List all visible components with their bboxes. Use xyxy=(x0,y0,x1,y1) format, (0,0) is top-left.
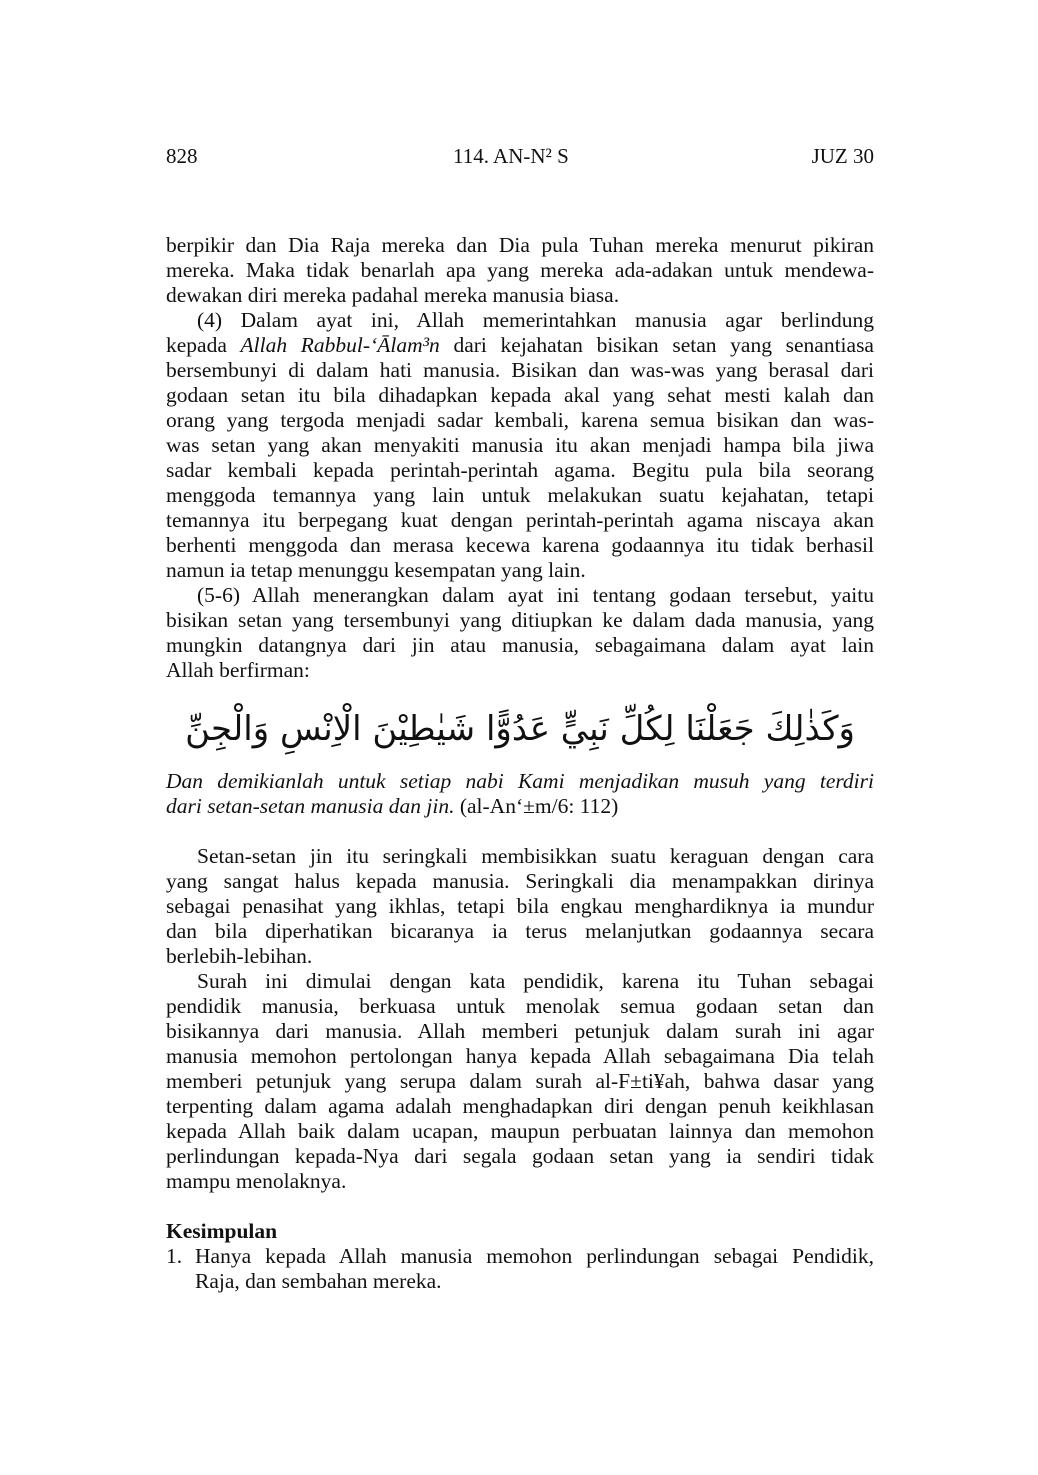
verse-reference: (al-An‘±m/6: 112) xyxy=(454,794,619,818)
page-body xyxy=(166,233,874,1294)
italic-term: Allah Rabbul-‘Ālam³n xyxy=(240,333,440,357)
text-line: temannya itu berpegang kuat dengan perintah-perintah agama niscaya akan xyxy=(166,508,874,532)
paragraph-5 xyxy=(166,969,874,1194)
paragraph-2 xyxy=(166,308,874,583)
text-line xyxy=(166,333,874,358)
page-number: 828 xyxy=(166,144,198,168)
text-line: namun ia tetap menunggu kesempatan yang lain. xyxy=(166,558,586,582)
text-line: was setan yang akan menyakiti manusia itu akan menjadi hampa bila jiwa xyxy=(166,433,874,457)
text-line: perlindungan kepada-Nya dari segala godaan setan yang ia sendiri tidak xyxy=(166,1144,874,1168)
text-line: godaan setan itu bila dihadapkan kepada akal yang sehat mesti kalah dan xyxy=(166,383,874,407)
text-line: manusia memohon pertolongan hanya kepada Allah sebagaimana Dia telah xyxy=(166,1044,874,1068)
text-line: bisikan setan yang tersembunyi yang ditiupkan ke dalam dada manusia, yang xyxy=(166,608,874,632)
verse-translation xyxy=(166,769,874,819)
paragraph-4 xyxy=(166,844,874,969)
text-line: terpenting dalam agama adalah menghadapkan diri dengan penuh keikhlasan xyxy=(166,1094,874,1118)
surah-title: 114. AN-N² S xyxy=(453,144,569,168)
text-span: kepada xyxy=(166,333,241,357)
text-line: bisikannya dari manusia. Allah memberi petunjuk dalam surah ini agar xyxy=(166,1019,874,1043)
text-line: mampu menolaknya. xyxy=(166,1169,347,1193)
text-line: berlebih-lebihan. xyxy=(166,944,313,968)
text-line: sebagai penasihat yang ikhlas, tetapi bila engkau menghardiknya ia mundur xyxy=(166,894,874,918)
text-line: Hanya kepada Allah manusia memohon perlindungan sebagai Pendidik, xyxy=(195,1244,874,1268)
text-line: orang yang tergoda menjadi sadar kembali, karena semua bisikan dan was- xyxy=(166,408,874,432)
translation-line xyxy=(166,794,874,819)
text-line: berhenti menggoda dan merasa kecewa karena godaannya itu tidak berhasil xyxy=(166,533,874,557)
text-line: kepada Allah baik dalam ucapan, maupun perbuatan lainnya dan memohon xyxy=(166,1119,874,1143)
text-line: (4) Dalam ayat ini, Allah memerintahkan manusia agar berlindung xyxy=(197,308,874,332)
text-line: berpikir dan Dia Raja mereka dan Dia pula Tuhan mereka menurut pikiran xyxy=(166,233,874,257)
arabic-verse: وَكَذٰلِكَ جَعَلْنَا لِكُلِّ نَبِيٍّ عَدُوًّا شَيٰطِيْنَ الْاِنْسِ وَالْجِنِّ xyxy=(185,709,855,749)
juz-label: JUZ 30 xyxy=(811,144,874,168)
text-line: (5-6) Allah menerangkan dalam ayat ini tentang godaan tersebut, yaitu xyxy=(197,583,874,607)
text-line: pendidik manusia, berkuasa untuk menolak semua godaan setan dan xyxy=(166,994,874,1018)
text-line: sadar kembali kepada perintah-perintah agama. Begitu pula bila seorang xyxy=(166,458,874,482)
text-line: mungkin datangnya dari jin atau manusia, sebagaimana dalam ayat lain xyxy=(166,633,874,657)
paragraph-1 xyxy=(166,233,874,308)
item-number: 1. xyxy=(166,1244,183,1268)
text-line: menggoda temannya yang lain untuk melakukan suatu kejahatan, tetapi xyxy=(166,483,874,507)
text-line: dewakan diri mereka padahal mereka manusia biasa. xyxy=(166,283,620,307)
text-line: Allah berfirman: xyxy=(166,658,310,682)
text-span: dari setan-setan manusia dan jin. xyxy=(166,794,455,818)
text-line: Surah ini dimulai dengan kata pendidik, karena itu Tuhan sebagai xyxy=(197,969,874,993)
text-line: Setan-setan jin itu seringkali membisikkan suatu keraguan dengan cara xyxy=(197,844,874,868)
conclusion-item xyxy=(166,1244,874,1294)
text-line: mereka. Maka tidak benarlah apa yang mereka ada-adakan untuk mendewa- xyxy=(166,258,874,282)
text-span: dari kejahatan bisikan setan yang senantiasa xyxy=(439,333,874,357)
paragraph-3 xyxy=(166,583,874,683)
text-line: Raja, dan sembahan mereka. xyxy=(195,1269,442,1293)
text-line: memberi petunjuk yang serupa dalam surah al-F±ti¥ah, bahwa dasar yang xyxy=(166,1069,874,1093)
section-heading: Kesimpulan xyxy=(166,1219,278,1243)
running-header xyxy=(166,144,874,172)
text-line: yang sangat halus kepada manusia. Seringkali dia menampakkan dirinya xyxy=(166,869,874,893)
translation-line: Dan demikianlah untuk setiap nabi Kami menjadikan musuh yang terdiri xyxy=(166,769,874,793)
text-line: dan bila diperhatikan bicaranya ia terus melanjutkan godaannya secara xyxy=(166,919,874,943)
text-line: bersembunyi di dalam hati manusia. Bisikan dan was-was yang berasal dari xyxy=(166,358,874,382)
